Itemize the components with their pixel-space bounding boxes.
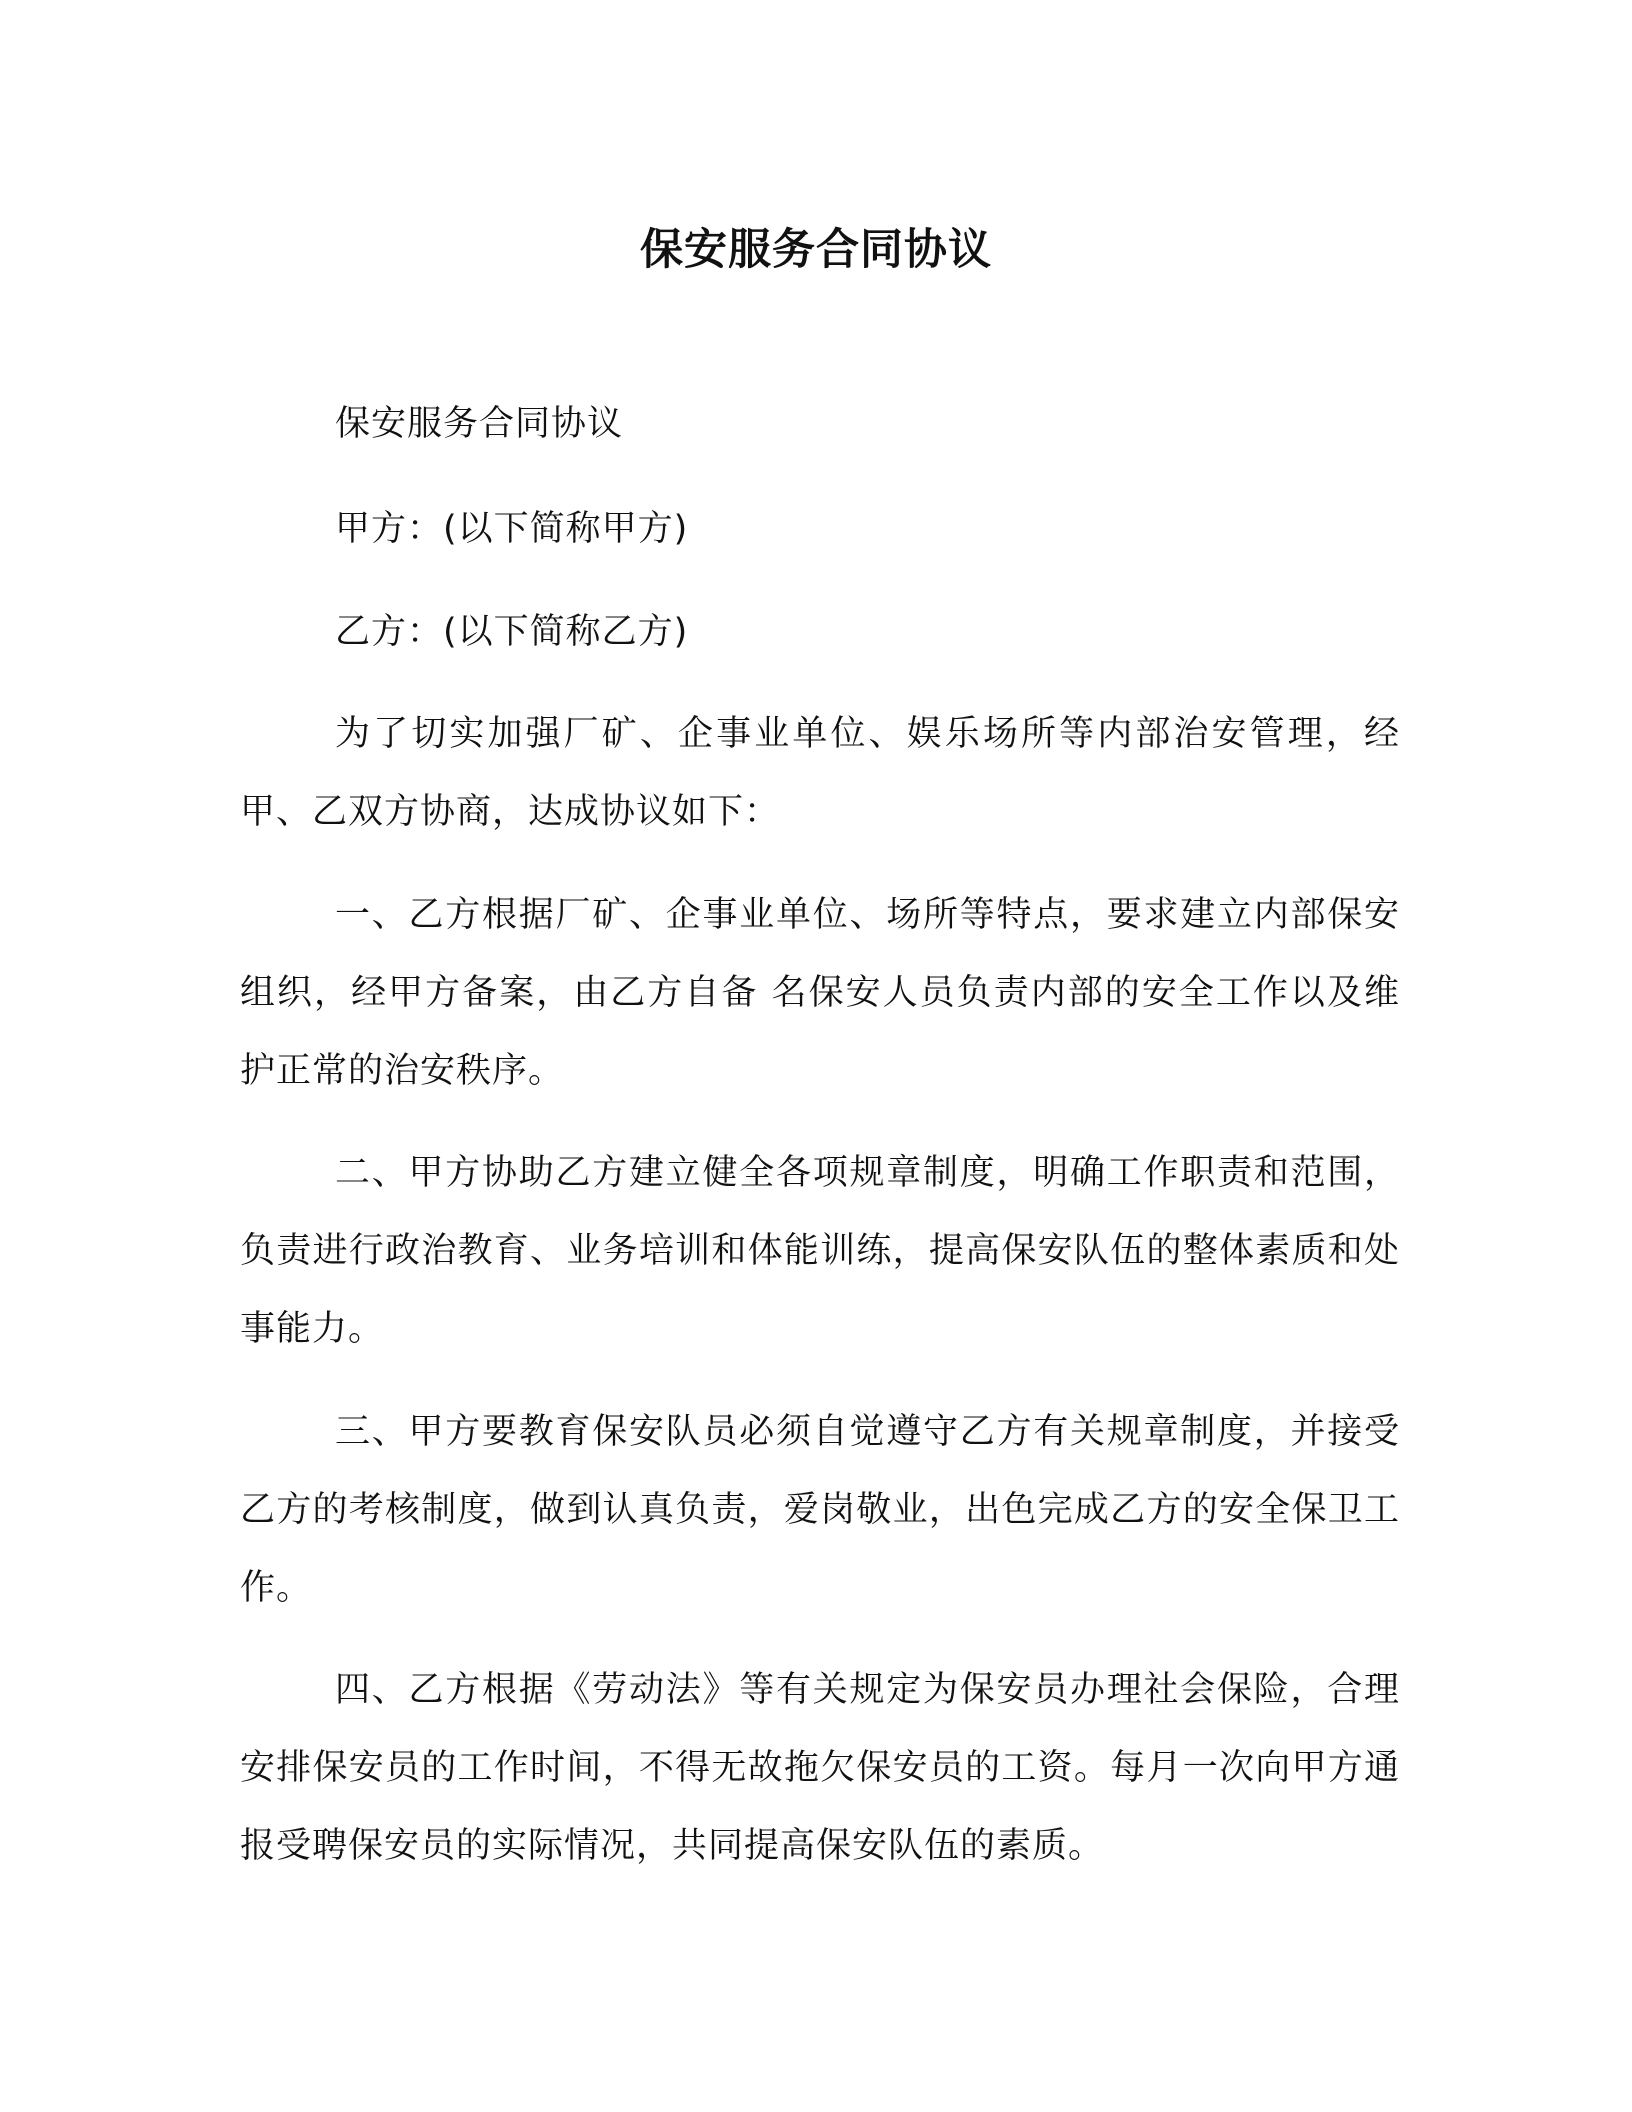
paragraph-subtitle: 保安服务合同协议 bbox=[335, 404, 624, 444]
paragraph-intro: 为了切实加强厂矿、企事业单位、娱乐场所等内部治安管理，经甲、乙双方协商，达成协议如下： bbox=[240, 714, 1400, 832]
paragraph-party-a: 甲方：(以下简称甲方) bbox=[335, 509, 689, 549]
paragraph-clause-1: 一、乙方根据厂矿、企事业单位、场所等特点，要求建立内部保安组织，经甲方备案，由乙方自备 名保安人员负责内部的安全工作以及维护正常的治安秩序。 bbox=[240, 895, 1400, 1091]
paragraph-clause-3: 三、甲方要教育保安队员必须自觉遵守乙方有关规章制度，并接受乙方的考核制度，做到认真负责，爱岗敬业，出色完成乙方的安全保卫工作。 bbox=[240, 1412, 1400, 1608]
paragraph-clause-4: 四、乙方根据《劳动法》等有关规定为保安员办理社会保险，合理安排保安员的工作时间，不得无故拖欠保安员的工资。每月一次向甲方通报受聘保安员的实际情况，共同提高保安队伍的素质。 bbox=[240, 1670, 1400, 1866]
paragraph-party-b: 乙方：(以下简称乙方) bbox=[335, 612, 689, 652]
document-title: 保安服务合同协议 bbox=[640, 225, 992, 275]
paragraph-clause-2: 二、甲方协助乙方建立健全各项规章制度，明确工作职责和范围，负责进行政治教育、业务培训和体能训练，提高保安队伍的整体素质和处事能力。 bbox=[240, 1153, 1400, 1349]
